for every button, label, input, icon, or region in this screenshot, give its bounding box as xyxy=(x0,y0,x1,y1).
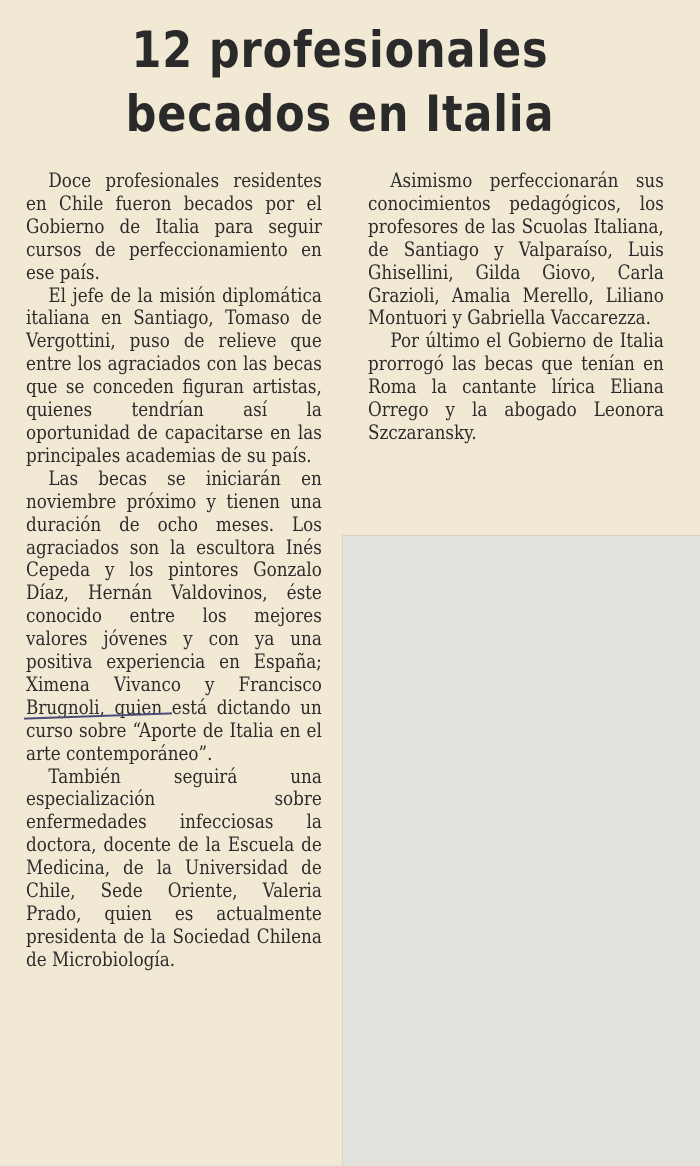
headline-line-2: becados en Italia xyxy=(125,85,555,143)
paragraph: También seguirá una especialización sobre enfermedades infecciosas la doctora, docente de la Escuela de Medicina, de la Universidad de Chile, Sede Oriente, Valeria Prado, quien es actualmente presidenta de la Sociedad Chilena de Microbiología. xyxy=(26,764,322,971)
paragraph: Doce profesionales residentes en Chile fueron becados por el Gobierno de Italia para seguir cursos de perfeccionamiento en ese país. xyxy=(26,169,322,284)
left-column xyxy=(26,170,322,972)
paragraph: Las becas se iniciarán en noviembre próximo y tienen una duración de ocho meses. Los agraciados son la escultora Inés Cepeda y los pintores Gonzalo Díaz, Hernán Valdovinos, éste conocido entre los mejores valores jóvenes y con ya una positiva experiencia en España; Ximena Vivanco y Francisco Brugnoli, quien está dictando un curso sobre “Aporte de Italia en el arte contemporáneo”. xyxy=(26,466,322,765)
right-column xyxy=(368,170,664,445)
headline-line-1: 12 profesionales xyxy=(131,21,549,79)
paragraph: Por último el Gobierno de Italia prorrogó las becas que tenían en Roma la cantante lírica Eliana Orrego y la abogado Leonora Szczaransky. xyxy=(368,329,664,444)
blank-scan-area xyxy=(342,535,700,1166)
paragraph: Asimismo perfeccionarán sus conocimientos pedagógicos, los profesores de las Scuolas Italiana, de Santiago y Valparaíso, Luis Ghisellini, Gilda Giovo, Carla Grazioli, Amalia Merello, Liliano Montuori y Gabriella Vaccarezza. xyxy=(368,169,664,330)
headline xyxy=(125,18,555,146)
paragraph: El jefe de la misión diplomática italiana en Santiago, Tomaso de Vergottini, puso de relieve que entre los agraciados con las becas que se conceden figuran artistas, quienes tendrían así la oportunidad de capacitarse en las principales academias de su país. xyxy=(26,283,322,467)
